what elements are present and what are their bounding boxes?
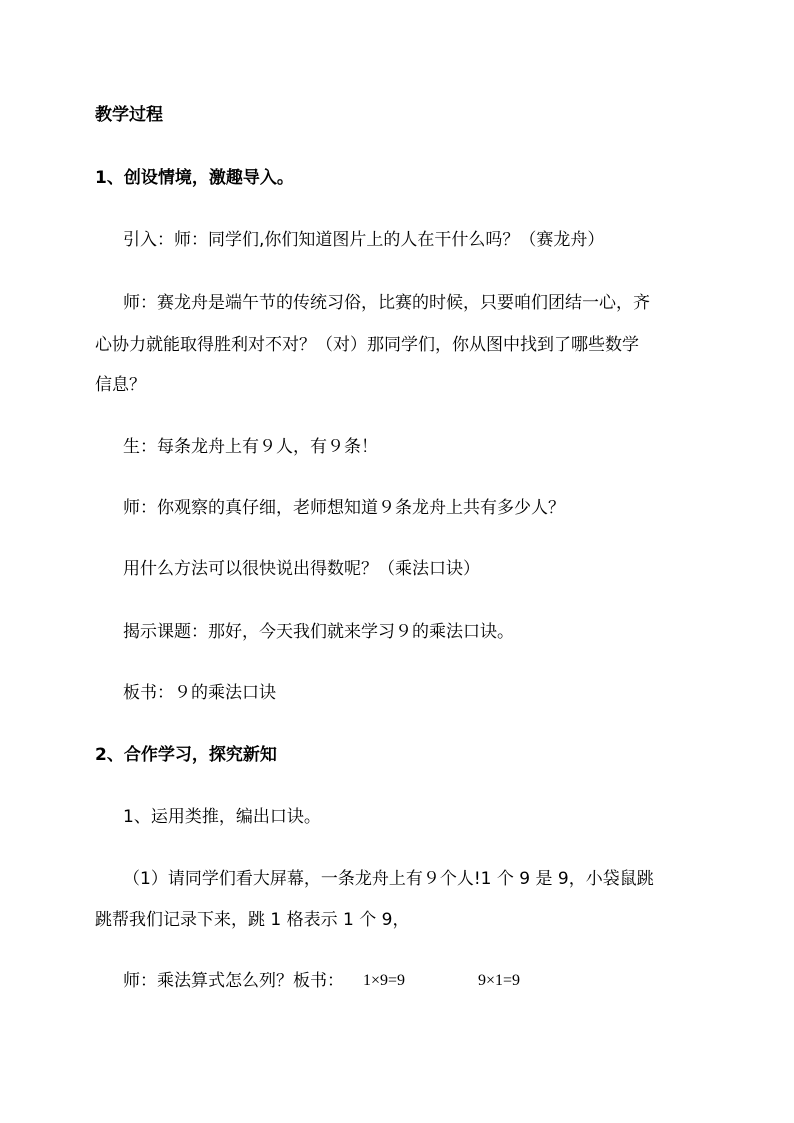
paragraph-teacher-1-line-2: 心协力就能取得胜利对不对？（对）那同学们，你从图中找到了哪些数学 (95, 335, 639, 355)
paragraph-teacher-1-line-3: 信息？ (95, 375, 146, 395)
paragraph-screen-line-1: （1）请同学们看大屏幕，一条龙舟上有９个人!1 个 9 是 9，小袋鼠跳 (123, 869, 654, 889)
section-1-title: 1、创设情境，激趣导入。 (95, 168, 294, 188)
paragraph-screen-line-2: 跳帮我们记录下来，跳 1 格表示 1 个 9， (95, 910, 410, 930)
document-heading: 教学过程 (95, 105, 163, 125)
section-2-title: 2、合作学习，探究新知 (95, 745, 277, 765)
paragraph-board-writing: 板书：９的乘法口诀 (123, 683, 276, 703)
formula-2: 9×1=9 (478, 972, 521, 989)
paragraph-teacher-2: 师：你观察的真仔细，老师想知道９条龙舟上共有多少人？ (123, 498, 565, 518)
paragraph-topic: 揭示课题：那好，今天我们就来学习９的乘法口诀。 (123, 622, 514, 642)
paragraph-intro: 引入：师：同学们,你们知道图片上的人在干什么吗？（赛龙舟） (123, 230, 605, 250)
paragraph-teacher-1-line-1: 师：赛龙舟是端午节的传统习俗，比赛的时候，只要咱们团结一心，齐 (123, 293, 650, 313)
paragraph-formula-label: 师：乘法算式怎么列？板书： (123, 971, 344, 991)
paragraph-method: 用什么方法可以很快说出得数呢？（乘法口诀） (123, 559, 480, 579)
paragraph-analogy: 1、运用类推，编出口诀。 (123, 807, 321, 827)
formula-1: 1×9=9 (363, 972, 406, 989)
paragraph-student: 生：每条龙舟上有９人，有９条！ (123, 437, 378, 457)
